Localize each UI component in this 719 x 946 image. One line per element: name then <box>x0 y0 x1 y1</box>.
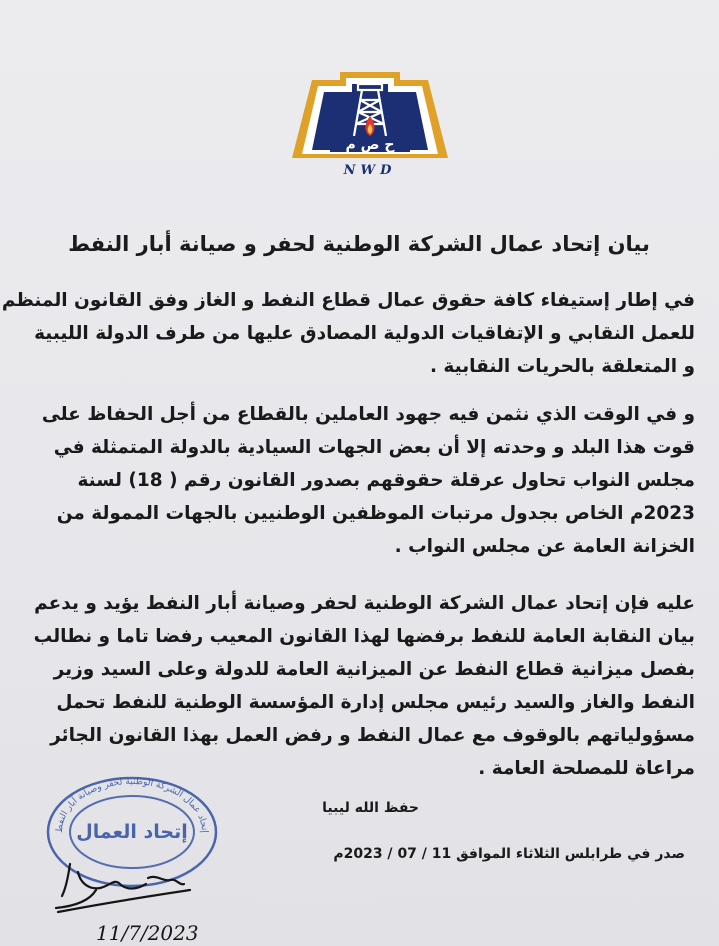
issue-date-line: صدر في طرابلس الثلاثاء الموافق 11 / 07 / 2023م <box>333 846 685 862</box>
paragraph-line: في إطار إستيفاء كافة حقوق عمال قطاع النفط و الغاز وفق القانون المنظم <box>1 290 695 311</box>
logo-arabic-mark: ح ص م <box>345 137 395 153</box>
paragraph-line: عليه فإن إتحاد عمال الشركة الوطنية لحفر وصيانة أبار النفط يؤيد و يدعم <box>34 593 695 614</box>
paragraph-line: قوت هذا البلد و وحدته إلا أن بعض الجهات السيادية بالدولة المتمثلة في <box>53 437 695 458</box>
paragraph-line: 2023م الخاص بجدول مرتبات الموظفين الوطنيين بالجهات الممولة من <box>56 503 695 524</box>
paragraph-line: النفط والغاز والسيد رئيس مجلس إدارة المؤسسة الوطنية للنفط تحمل <box>56 692 695 713</box>
paragraph-line: مراعاة للمصلحة العامة . <box>478 758 695 779</box>
stamp-inner-text: إتحاد العمال <box>76 821 188 843</box>
statement-title: بيان إتحاد عمال الشركة الوطنية لحفر و صيانة أبار النفط <box>68 232 650 256</box>
paragraph-line: الخزانة العامة عن مجلس النواب . <box>394 536 695 557</box>
paragraph-line: مجلس النواب تحاول عرقلة حقوقهم بصدور القانون رقم ( 18) لسنة <box>77 470 695 491</box>
paragraph-1 <box>1 284 695 383</box>
signature-date: 11/7/2023 <box>96 921 199 945</box>
paragraph-line: بفصل ميزانية قطاع النفط عن الميزانية العامة للدولة وعلى السيد وزير <box>53 659 695 680</box>
paragraph-line: مسؤولياتهم بالوقوف مع عمال النفط و رفض العمل بهذا القانون الجائر <box>50 725 695 746</box>
paragraph-2 <box>25 398 695 563</box>
paragraph-3 <box>25 587 695 785</box>
paragraph-line: و في الوقت الذي نثمن فيه جهود العاملين بالقطاع من أجل الحفاظ على <box>41 404 695 425</box>
stamp-outer-text: إتحاد عمال الشركة الوطنية لحفر وصيانة آبار النفط <box>54 776 210 834</box>
paragraph-line: بيان النقابة العامة للنفط برفضها لهذا القانون المعيب رفضا تاما و نطالب <box>33 626 695 647</box>
paragraph-line: للعمل النقابي و الإتفاقيات الدولية المصادق عليها من طرف الدولة الليبية <box>34 323 695 344</box>
paragraph-line: و المتعلقة بالحريات النقابية . <box>429 356 695 377</box>
logo-text: NWD <box>343 163 397 178</box>
handwritten-signature <box>40 860 240 946</box>
closing-blessing: حفظ الله ليبيا <box>322 800 419 816</box>
